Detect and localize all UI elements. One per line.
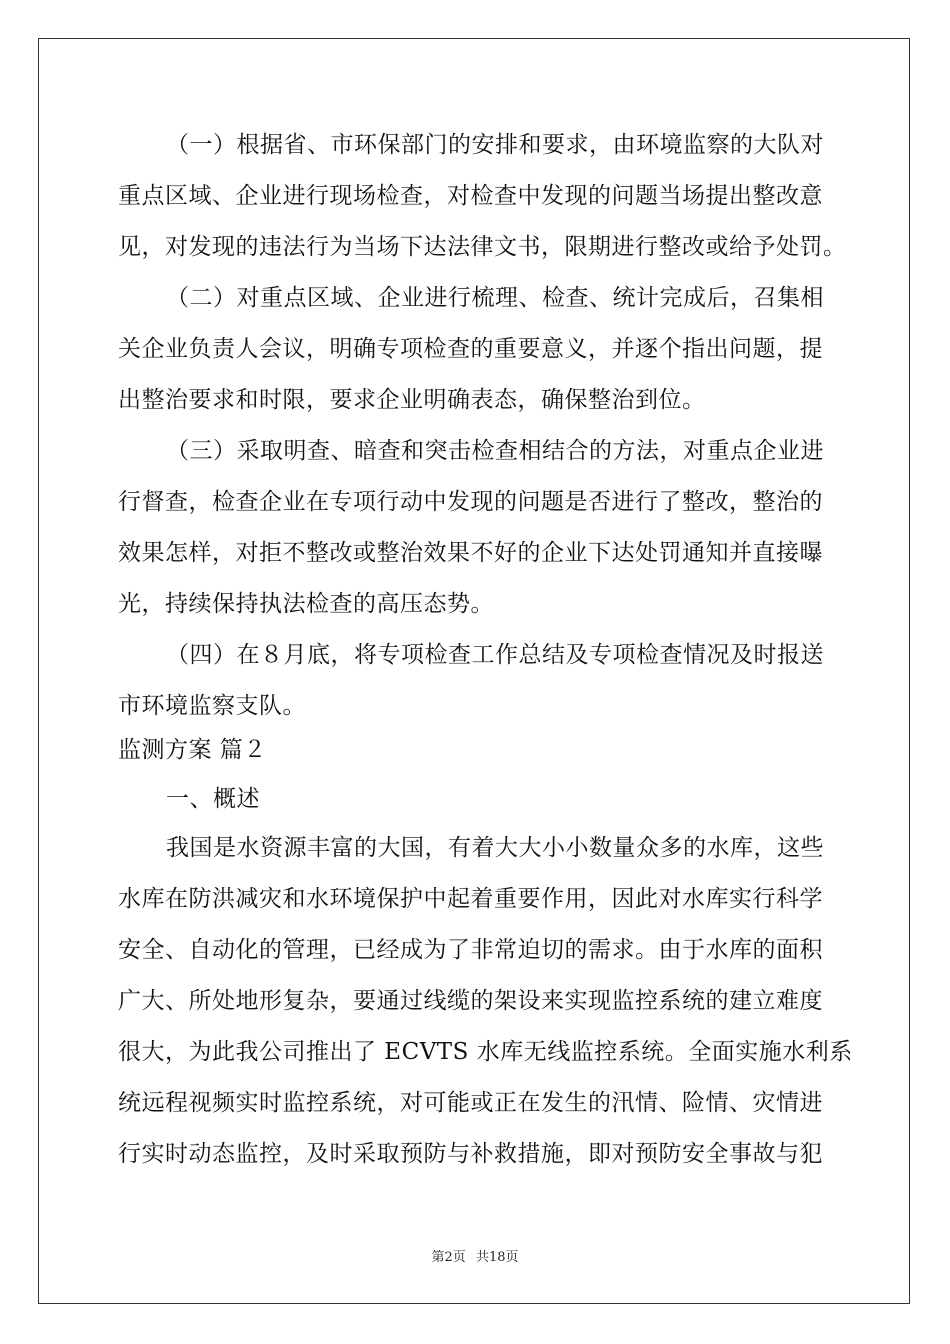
- section-heading: 监测方案 篇２: [118, 737, 267, 763]
- paragraph-line: 出整治要求和时限，要求企业明确表态，确保整治到位。: [118, 387, 706, 413]
- paragraph-line: 行实时动态监控，及时采取预防与补救措施，即对预防安全事故与犯: [118, 1141, 823, 1167]
- paragraph-line: 市环境监察支队。: [118, 693, 306, 719]
- paragraph-line: 我国是水资源丰富的大国，有着大大小小数量众多的水库，这些: [166, 835, 824, 861]
- paragraph-line: （四）在８月底，将专项检查工作总结及专项检查情况及时报送: [166, 642, 824, 668]
- paragraph-line: 水库在防洪减灾和水环境保护中起着重要作用，因此对水库实行科学: [118, 886, 823, 912]
- paragraph-line: 关企业负责人会议，明确专项检查的重要意义，并逐个指出问题，提: [118, 336, 823, 362]
- page-total: 共18页: [475, 1250, 519, 1265]
- paragraph-line: 光，持续保持执法检查的高压态势。: [118, 591, 494, 617]
- paragraph-line: 很大，为此我公司推出了 ECVTS 水库无线监控系统。全面实施水利系: [118, 1039, 853, 1065]
- paragraph-line: 统远程视频实时监控系统，对可能或正在发生的汛情、险情、灾情进: [118, 1090, 823, 1116]
- paragraph-line: （二）对重点区域、企业进行梳理、检查、统计完成后，召集相: [166, 285, 824, 311]
- subsection-heading: 一、概述: [166, 786, 260, 812]
- page-number: 第2页: [431, 1250, 466, 1265]
- paragraph-line: （一）根据省、市环保部门的安排和要求，由环境监察的大队对: [166, 132, 824, 158]
- paragraph-line: （三）采取明查、暗查和突击检查相结合的方法，对重点企业进: [166, 438, 824, 464]
- paragraph-line: 重点区域、企业进行现场检查，对检查中发现的问题当场提出整改意: [118, 183, 823, 209]
- paragraph-line: 效果怎样，对拒不整改或整治效果不好的企业下达处罚通知并直接曝: [118, 540, 823, 566]
- paragraph-line: 安全、自动化的管理，已经成为了非常迫切的需求。由于水库的面积: [118, 937, 823, 963]
- paragraph-line: 广大、所处地形复杂，要通过线缆的架设来实现监控系统的建立难度: [118, 988, 823, 1014]
- paragraph-line: 见，对发现的违法行为当场下达法律文书，限期进行整改或给予处罚。: [118, 234, 847, 260]
- page-footer: [0, 1246, 950, 1265]
- paragraph-line: 行督查，检查企业在专项行动中发现的问题是否进行了整改，整治的: [118, 489, 823, 515]
